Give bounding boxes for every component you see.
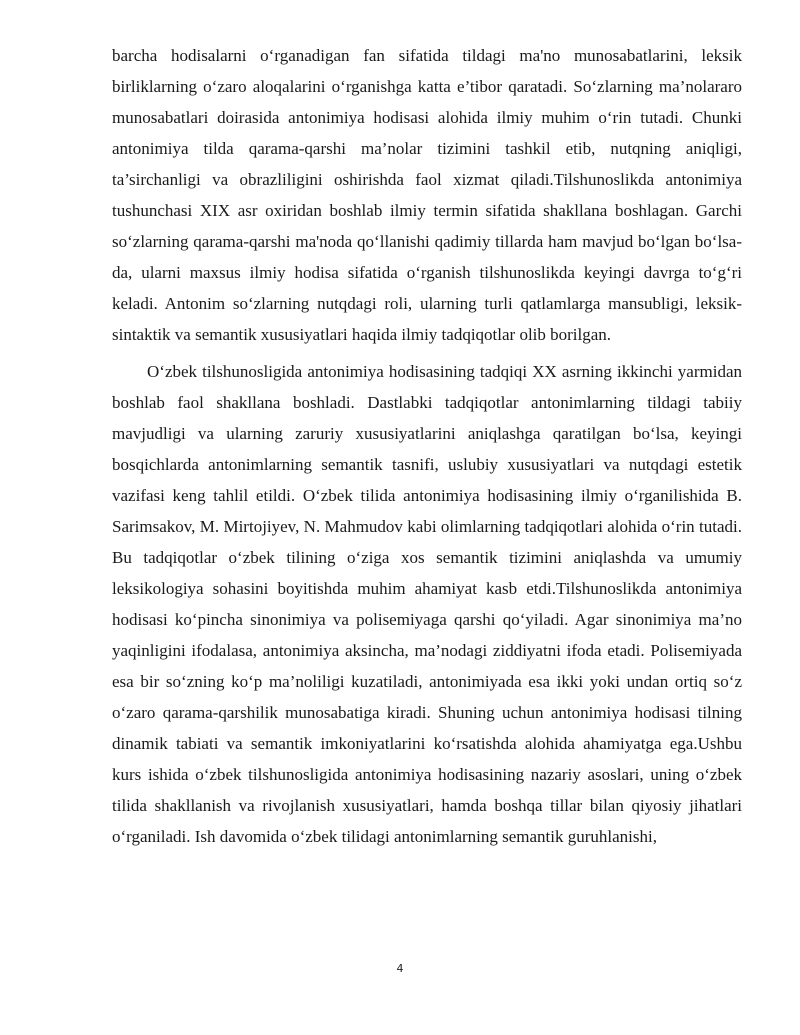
paragraph: O‘zbek tilshunosligida antonimiya hodisasining tadqiqi XX asrning ikkinchi yarmidan boshlab faol shakllana boshladi. Dastlabki tadqiqotlar antonimlarning tildagi tabiiy mavjudligi va ularning zaruriy xususiyatlarini aniqlashga qaratilgan bo‘lsa, keyingi bosqichlarda antonimlarning semantik tasnifi, uslubiy xususiyatlari va nutqdagi estetik vazifasi keng tahlil etildi. O‘zbek tilida antonimiya hodisasining ilmiy o‘rganilishida B. Sarimsakov, M. Mirtojiyev, N. Mahmudov kabi olimlarning tadqiqotlari alohida o‘rin tutadi. Bu tadqiqotlar o‘zbek tilining o‘ziga xos semantik tizimini aniqlashda va umumiy leksikologiya sohasini boyitishda muhim ahamiyat kasb etdi.Tilshunoslikda antonimiya hodisasi ko‘pincha sinonimiya va polisemiyaga qarshi qo‘yiladi. Agar sinonimiya ma’no yaqinligini ifodalasa, antonimiya aksincha, ma’nodagi ziddiyatni ifoda etadi. Polisemiyada esa bir so‘zning ko‘p ma’noliligi kuzatiladi, antonimiyada esa ikki yoki undan ortiq so‘z o‘zaro qarama-qarshilik munosabatiga kiradi. Shuning uchun antonimiya hodisasi tilning dinamik tabiati va semantik imkoniyatlarini ko‘rsatishda alohida ahamiyatga ega.Ushbu kurs ishida o‘zbek tilshunosligida antonimiya hodisasining nazariy asoslari, uning o‘zbek tilida shakllanish va rivojlanish xususiyatlari, hamda boshqa tillar bilan qiyosiy jihatlari o‘rganiladi. Ish davomida o‘zbek tilidagi antonimlarning semantik guruhlanishi, [112,362,742,846]
paragraph-continued: barcha hodisalarni o‘rganadigan fan sifatida tildagi ma'no munosabatlarini, leksik birliklarning o‘zaro aloqalarini o‘rganishga katta e’tibor qaratadi. So‘zlarning ma’nolararo munosabatlari doirasida antonimiya hodisasi alohida ilmiy muhim o‘rin tutadi. Chunki antonimiya tilda qarama-qarshi ma’nolar tizimini tashkil etib, nutqning aniqligi, ta’sirchanligi va obrazliligini oshirishda faol xizmat qiladi.Tilshunoslikda antonimiya tushunchasi XIX asr oxiridan boshlab ilmiy termin sifatida shakllana boshlagan. Garchi so‘zlarning qarama-qarshi ma'noda qo‘llanishi qadimiy tillarda ham mavjud bo‘lgan bo‘lsa-da, ularni maxsus ilmiy hodisa sifatida o‘rganish tilshunoslikda keyingi davrga to‘g‘ri keladi. Antonim so‘zlarning nutqdagi roli, ularning turli qatlamlarga mansubligi, leksik-sintaktik va semantik xususiyatlari haqida ilmiy tadqiqotlar olib borilgan. [112,46,742,344]
body-text [112,40,742,852]
page-number: 4 [396,962,404,975]
